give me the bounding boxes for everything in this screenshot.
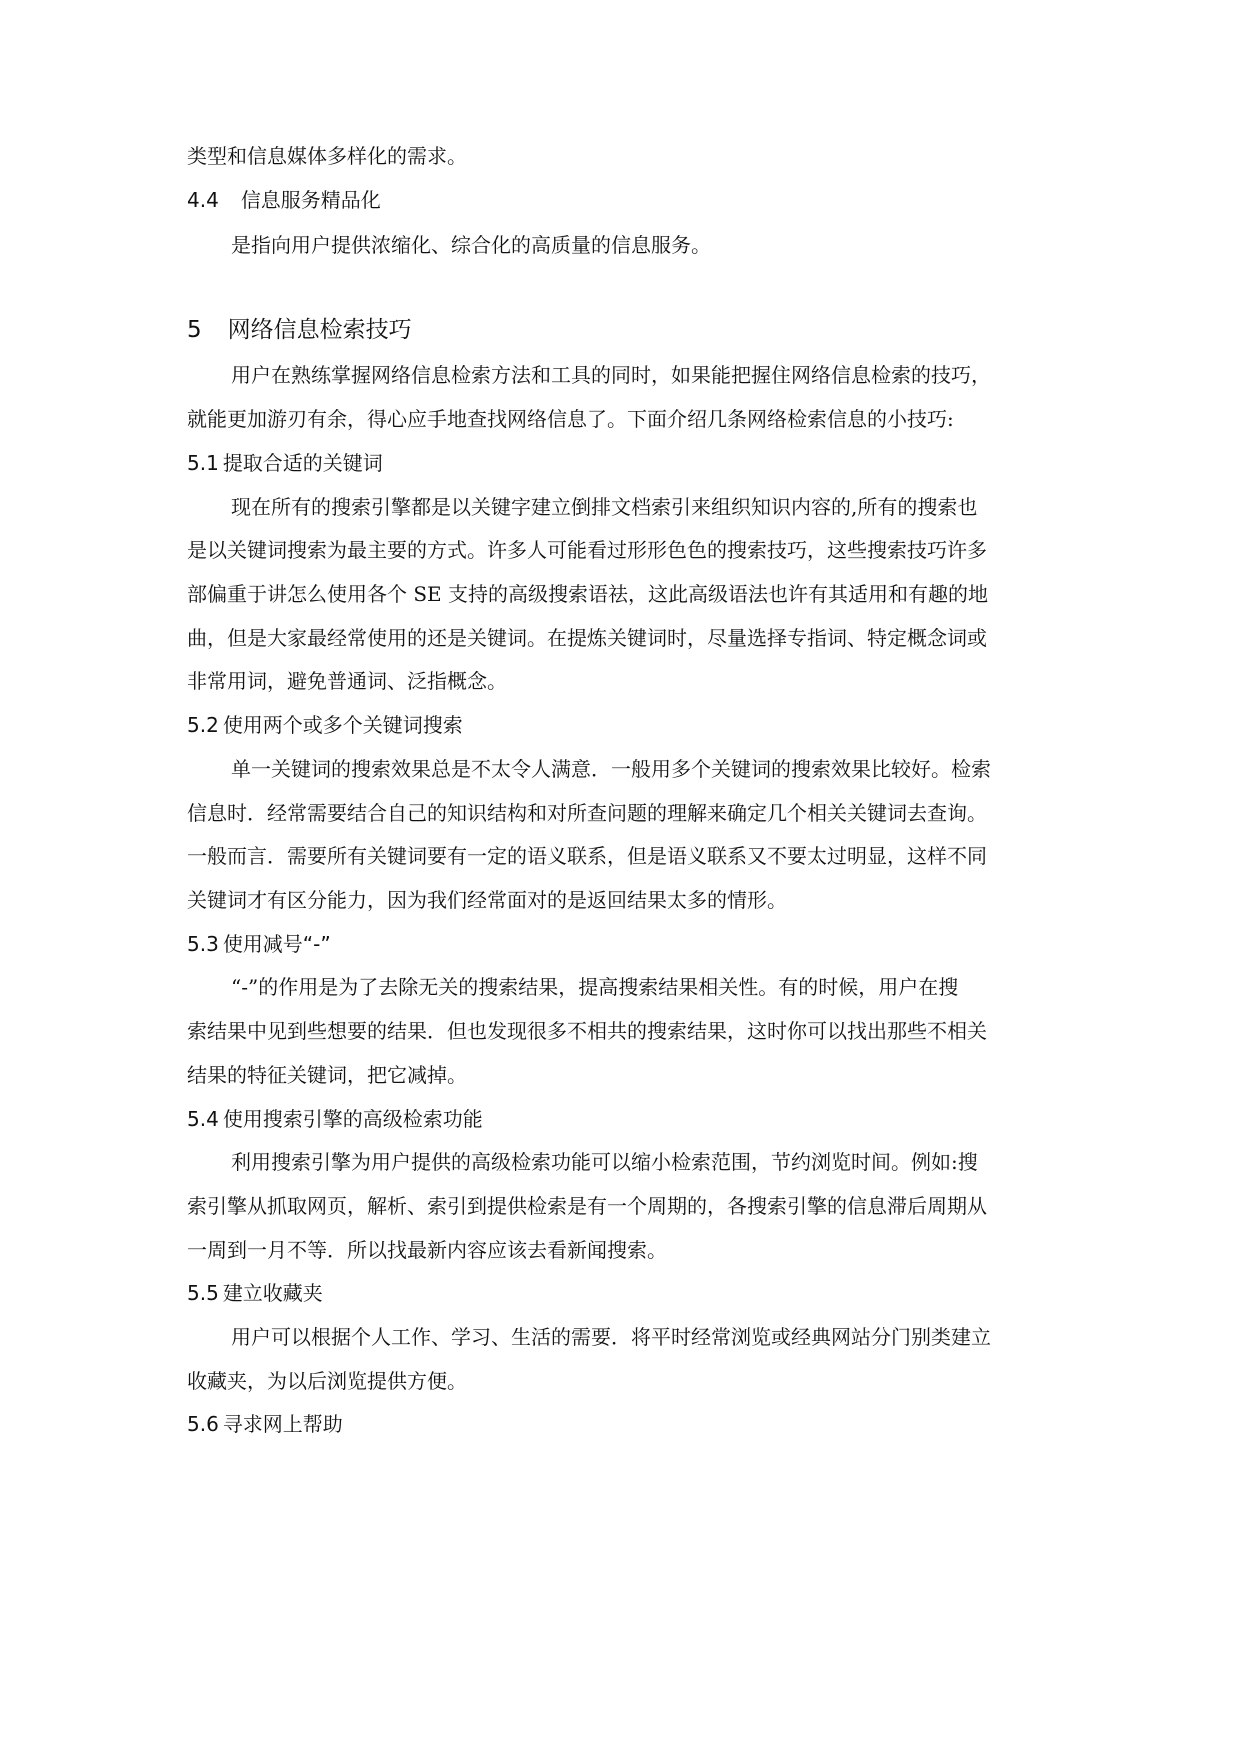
paragraph-line: 是指向用户提供浓缩化、综合化的高质量的信息服务。	[231, 233, 711, 257]
paragraph-line: 就能更加游刃有余，得心应手地查找网络信息了。下面介绍几条网络检索信息的小技巧:	[187, 407, 954, 431]
paragraph-line: 一般而言．需要所有关键词要有一定的语义联系，但是语义联系又不要太过明显，这样不同	[187, 844, 987, 868]
paragraph-line: 部偏重于讲怎么使用各个 SE 支持的高级搜索语祛，这此高级语法也许有其适用和有趣的地	[187, 582, 989, 606]
heading-number: 5.5	[187, 1281, 219, 1305]
paragraph-line: 一周到一月不等．所以找最新内容应该去看新闻搜索。	[187, 1238, 667, 1262]
paragraph-line: 非常用词，避免普通词、泛指概念。	[187, 669, 507, 693]
heading-4-4	[187, 186, 381, 214]
heading-number: 5	[187, 317, 202, 343]
paragraph-line: 现在所有的搜索引擎都是以关键字建立倒排文档索引来组织知识内容的,所有的搜索也	[231, 495, 978, 519]
heading-title: 使用减号“-”	[222, 932, 331, 956]
paragraph-line: 索结果中见到些想要的结果．但也发现很多不相共的搜索结果，这时你可以找出那些不相关	[187, 1019, 987, 1043]
heading-title: 使用两个或多个关键词搜索	[222, 713, 463, 737]
heading-title: 信息服务精品化	[240, 188, 381, 212]
paragraph-line: 利用搜索引擎为用户提供的高级检索功能可以缩小检索范围，节约浏览时间。例如:搜	[231, 1150, 978, 1174]
heading-title: 使用搜索引擎的高级检索功能	[222, 1107, 483, 1131]
paragraph-line: 结果的特征关键词，把它减掉。	[187, 1063, 467, 1087]
heading-number: 5.4	[187, 1107, 219, 1131]
heading-number: 5.1	[187, 451, 219, 475]
paragraph-line: 类型和信息媒体多样化的需求。	[187, 144, 467, 168]
heading-title: 建立收藏夹	[222, 1281, 323, 1305]
paragraph-line: 是以关键词搜索为最主要的方式。许多人可能看过形形色色的搜索技巧，这些搜索技巧许多	[187, 538, 987, 562]
heading-title: 寻求网上帮助	[222, 1412, 343, 1436]
heading-number: 5.3	[187, 932, 219, 956]
heading-title: 网络信息检索技巧	[227, 317, 412, 343]
heading-5-6	[187, 1410, 343, 1438]
paragraph-line: 关键词才有区分能力，因为我们经常面对的是返回结果太多的情形。	[187, 888, 787, 912]
heading-5-1	[187, 449, 383, 477]
heading-title: 提取合适的关键词	[222, 451, 383, 475]
heading-number: 5.6	[187, 1412, 219, 1436]
heading-5-5	[187, 1279, 323, 1307]
paragraph-line: 曲，但是大家最经常使用的还是关键词。在提炼关键词时，尽量选择专指词、特定概念词或	[187, 626, 987, 650]
paragraph-line: “-”的作用是为了去除无关的搜索结果，提高搜索结果相关性。有的时候，用户在搜	[231, 975, 959, 999]
paragraph-line: 信息时．经常需要结合自己的知识结构和对所查问题的理解来确定几个相关关键词去查询。	[187, 801, 987, 825]
heading-5	[187, 316, 412, 344]
heading-number: 5.2	[187, 713, 219, 737]
heading-number: 4.4	[187, 188, 219, 212]
paragraph-line: 用户可以根据个人工作、学习、生活的需要．将平时经常浏览或经典网站分门别类建立	[231, 1325, 991, 1349]
paragraph-line: 用户在熟练掌握网络信息检索方法和工具的同时，如果能把握住网络信息检索的技巧，	[231, 363, 991, 387]
heading-5-3	[187, 930, 331, 958]
heading-5-4	[187, 1105, 483, 1133]
paragraph-line: 单一关键词的搜索效果总是不太令人满意．一般用多个关键词的搜索效果比较好。检索	[231, 757, 991, 781]
paragraph-line: 收藏夹，为以后浏览提供方便。	[187, 1369, 467, 1393]
paragraph-line: 索引擎从抓取网页，解析、索引到提供检索是有一个周期的，各搜索引擎的信息滞后周期从	[187, 1194, 987, 1218]
heading-5-2	[187, 711, 463, 739]
